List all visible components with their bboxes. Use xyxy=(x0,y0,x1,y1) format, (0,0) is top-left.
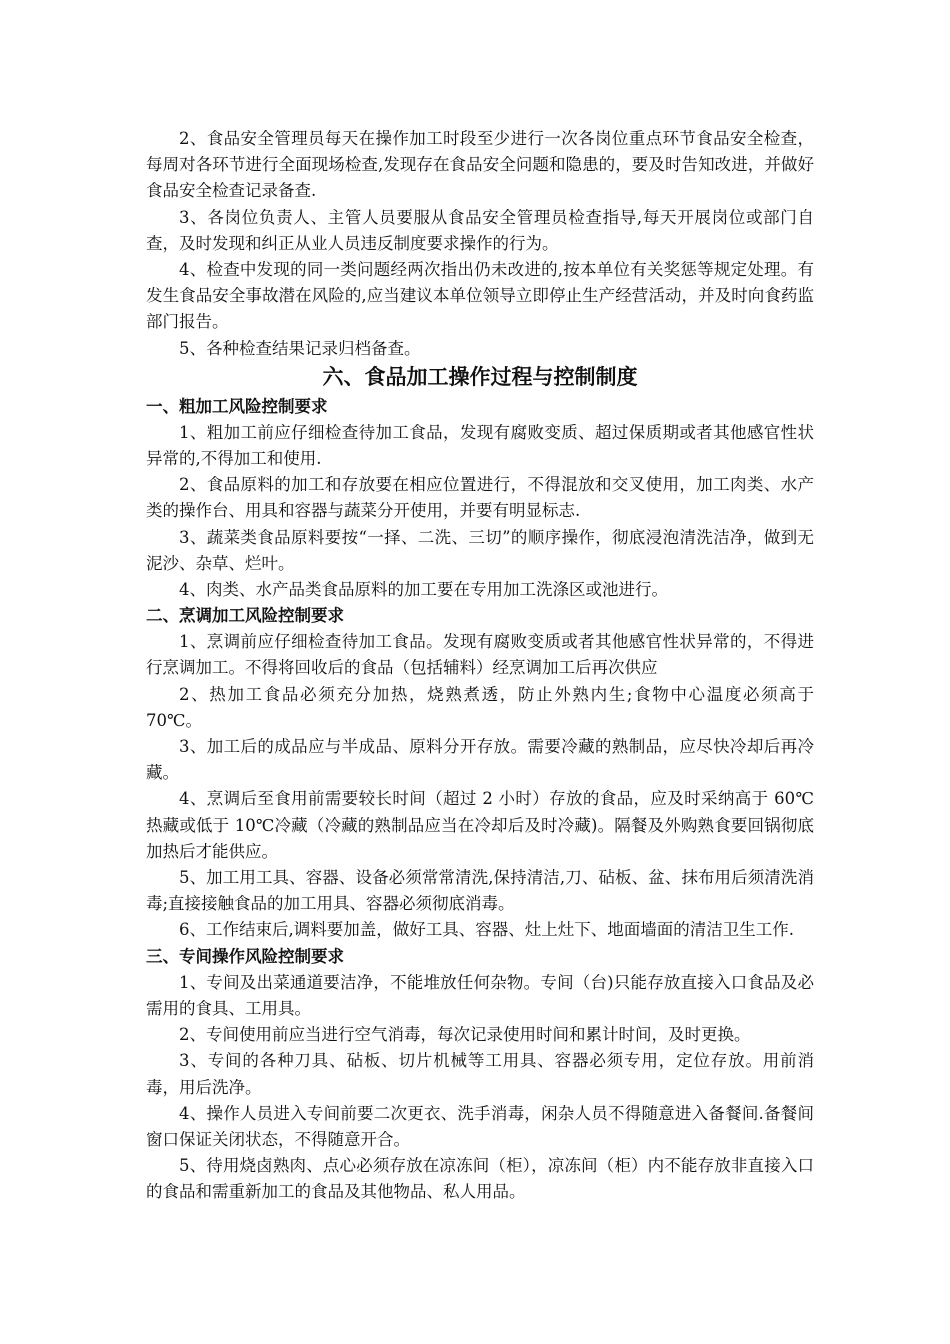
paragraph: 2、专间使用前应当进行空气消毒，每次记录使用时间和累计时间，及时更换。 xyxy=(179,1025,751,1045)
subsection-heading: 一、粗加工风险控制要求 xyxy=(146,396,328,416)
paragraph: 5、各种检查结果记录归档备查。 xyxy=(179,338,421,358)
paragraph: 5、加工用工具、容器、设备必须常常清洗,保持清洁,刀、砧板、盆、抹布用后须清洗消毒;直接接触食品的加工用具、容器必须彻底消毒。 xyxy=(146,868,814,914)
subsection-heading: 三、专间操作风险控制要求 xyxy=(146,946,344,966)
paragraph: 4、检查中发现的同一类问题经两次指出仍未改进的,按本单位有关奖惩等规定处理。有发生食品安全事故潜在风险的,应当建议本单位领导立即停止生产经营活动，并及时向食药监部门报告。 xyxy=(146,260,814,332)
paragraph: 3、蔬菜类食品原料要按“一择、二洗、三切”的顺序操作，彻底浸泡清洗洁净，做到无泥沙、杂草、烂叶。 xyxy=(146,527,814,573)
paragraph: 5、待用烧卤熟肉、点心必须存放在凉冻间（柜），凉冻间（柜）内不能存放非直接入口的食品和需重新加工的食品及其他物品、私人用品。 xyxy=(146,1156,814,1202)
paragraph: 6、工作结束后,调料要加盖，做好工具、容器、灶上灶下、地面墙面的清洁卫生工作. xyxy=(179,920,794,940)
paragraph: 3、加工后的成品应与半成品、原料分开存放。需要冷藏的熟制品，应尽快冷却后再冷藏。 xyxy=(146,737,814,783)
document-body xyxy=(146,126,814,1206)
paragraph: 3、各岗位负责人、主管人员要服从食品安全管理员检查指导,每天开展岗位或部门自查，及时发现和纠正从业人员违反制度要求操作的行为。 xyxy=(146,207,814,253)
section-title: 六、食品加工操作过程与控制制度 xyxy=(322,364,638,389)
subsection-heading: 二、烹调加工风险控制要求 xyxy=(146,606,344,626)
paragraph: 3、专间的各种刀具、砧板、切片机械等工用具、容器必须专用，定位存放。用前消毒，用后洗净。 xyxy=(146,1051,814,1097)
paragraph: 2、食品安全管理员每天在操作加工时段至少进行一次各岗位重点环节食品安全检查，每周对各环节进行全面现场检查,发现存在食品安全问题和隐患的，要及时告知改进，并做好食品安全检查记录备查. xyxy=(146,129,814,201)
paragraph: 1、专间及出菜通道要洁净，不能堆放任何杂物。专间（台)只能存放直接入口食品及必需用的食具、工用具。 xyxy=(146,972,814,1018)
paragraph: 4、肉类、水产品类食品原料的加工要在专用加工洗涤区或池进行。 xyxy=(179,580,668,600)
paragraph: 2、食品原料的加工和存放要在相应位置进行，不得混放和交叉使用，加工肉类、水产类的操作台、用具和容器与蔬菜分开使用，并要有明显标志. xyxy=(146,475,814,521)
paragraph: 1、粗加工前应仔细检查待加工食品，发现有腐败变质、超过保质期或者其他感官性状异常的,不得加工和使用. xyxy=(146,422,814,469)
paragraph: 2、热加工食品必须充分加热，烧熟煮透，防止外熟内生;食物中心温度必须高于 70℃。 xyxy=(146,684,814,730)
paragraph: 1、烹调前应仔细检查待加工食品。发现有腐败变质或者其他感官性状异常的，不得进行烹调加工。不得将回收后的食品（包括辅料）经烹调加工后再次供应 xyxy=(146,632,814,678)
paragraph: 4、烹调后至食用前需要较长时间（超过 2 小时）存放的食品，应及时采纳高于 60℃热藏或低于 10℃冷藏（冷藏的熟制品应当在冷却后及时冷藏)。隔餐及外购熟食要回锅彻底加热后才能供应。 xyxy=(146,789,814,861)
paragraph: 4、操作人员进入专间前要二次更衣、洗手消毒，闲杂人员不得随意进入备餐间.备餐间窗口保证关闭状态，不得随意开合。 xyxy=(146,1103,814,1149)
